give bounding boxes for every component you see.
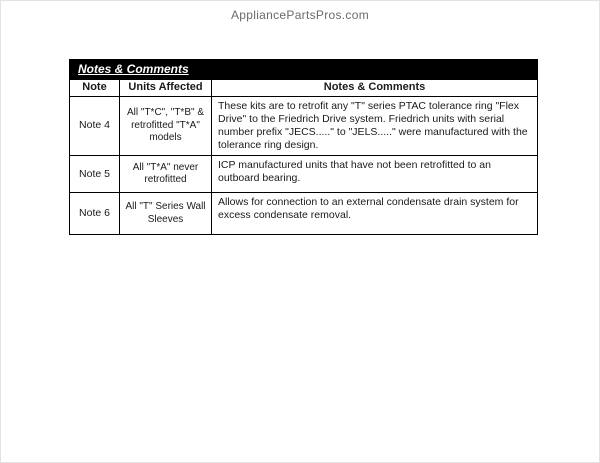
header-row — [70, 80, 538, 97]
column-header-note: Note — [70, 80, 120, 97]
notes-table — [69, 79, 538, 235]
note-number: Note 5 — [70, 156, 120, 193]
table-row — [70, 96, 538, 156]
note-number: Note 6 — [70, 193, 120, 235]
note-comment: These kits are to retrofit any "T" series PTAC tolerance ring "Flex Drive" to the Friedrich Drive system. Friedrich units with serial number prefix "JECS....." to "JELS....." were manufactured with the tolerance ring design. — [212, 96, 538, 156]
column-header-units-affected: Units Affected — [120, 80, 212, 97]
note-comment: Allows for connection to an external condensate drain system for excess condensate removal. — [212, 193, 538, 235]
column-header-notes-comments: Notes & Comments — [212, 80, 538, 97]
table-row — [70, 156, 538, 193]
note-number: Note 4 — [70, 96, 120, 156]
note-comment: ICP manufactured units that have not been retrofitted to an outboard bearing. — [212, 156, 538, 193]
notes-table-title: Notes & Comments — [69, 59, 538, 79]
notes-document — [69, 59, 538, 235]
units-affected: All "T*A" never retrofitted — [120, 156, 212, 193]
units-affected: All "T" Series Wall Sleeves — [120, 193, 212, 235]
units-affected: All "T*C", "T*B" & retrofitted "T*A" models — [120, 96, 212, 156]
site-header-text: AppliancePartsPros.com — [231, 8, 369, 22]
table-row — [70, 193, 538, 235]
